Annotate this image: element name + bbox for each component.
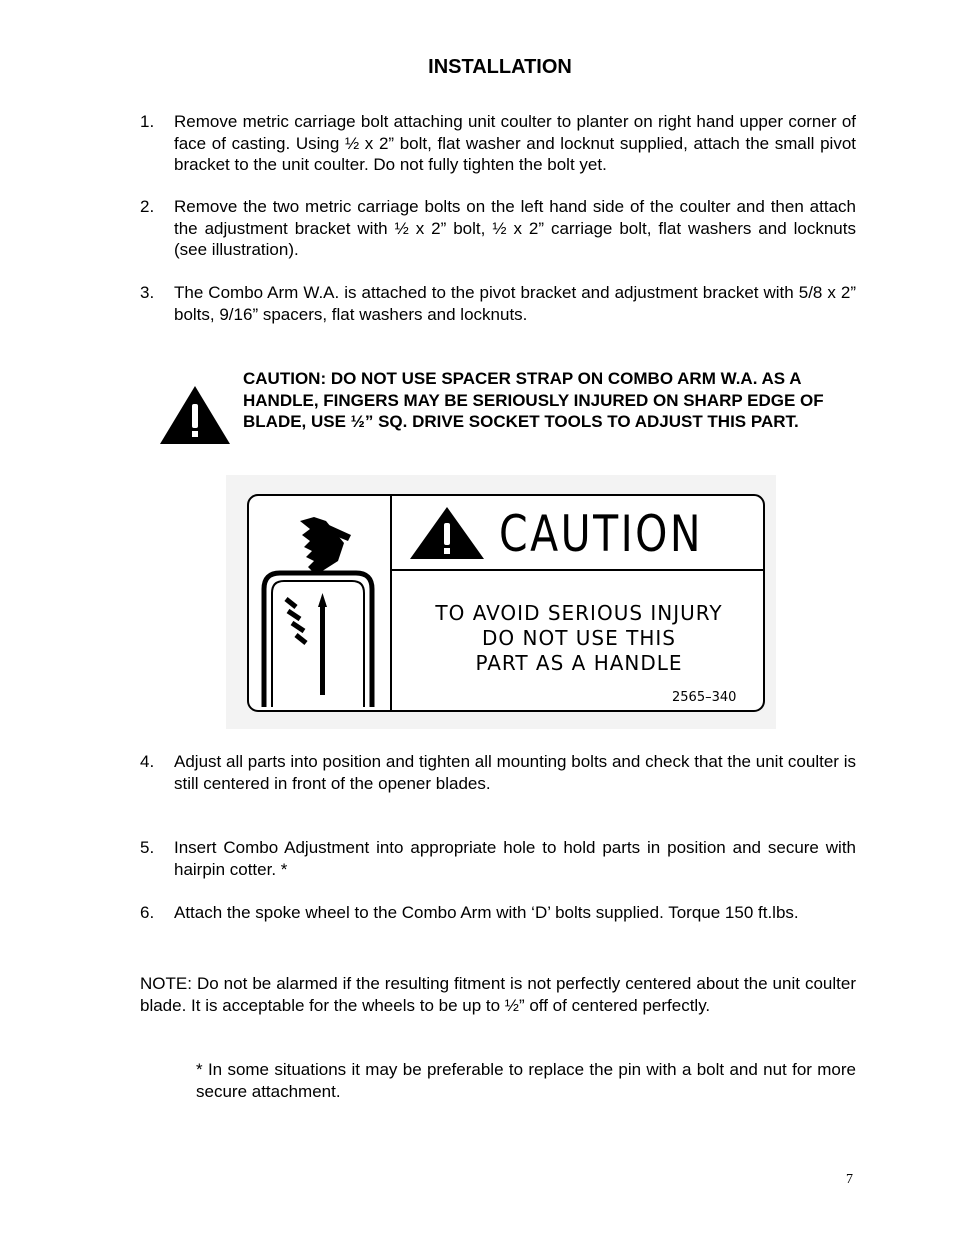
page-title: INSTALLATION: [428, 56, 572, 78]
step-text: Insert Combo Adjustment into appropriate hole to hold parts in position and secure with hairpin cotter. *: [174, 838, 856, 879]
step-text: Remove metric carriage bolt attaching unit coulter to planter on right hand upper corner of face of casting. Using ½ x 2” bolt, flat washer and locknut supplied, attach the small pivot bracket to the unit coulter. Do not fully tighten the bolt yet.: [174, 112, 856, 174]
decal-heading: CAUTION: [499, 505, 703, 563]
caution-callout: [158, 368, 858, 458]
decal-line: TO AVOID SERIOUS INJURY: [435, 601, 723, 625]
step-text: Remove the two metric carriage bolts on the left hand side of the coulter and then attach the adjustment bracket with ½ x 2” bolt, ½ x 2” carriage bolt, flat washers and locknuts (see illustration).: [174, 197, 856, 259]
step-number: 5.: [140, 838, 155, 857]
decal-part-code: 2565–340: [672, 690, 737, 705]
decal-line: PART AS A HANDLE: [475, 651, 683, 675]
step-2: [140, 196, 856, 261]
caution-decal-image: [226, 475, 776, 729]
decal-message: [394, 601, 764, 676]
decal-line: DO NOT USE THIS: [482, 626, 676, 650]
step-6: [140, 902, 856, 924]
step-text: Adjust all parts into position and tighten all mounting bolts and check that the unit coulter is still centered in front of the opener blades.: [174, 752, 856, 793]
footnote: * In some situations it may be preferable to replace the pin with a bolt and nut for more secure attachment.: [196, 1060, 856, 1101]
step-4: [140, 751, 856, 794]
step-1: [140, 111, 856, 176]
step-3: [140, 282, 856, 325]
step-5: [140, 837, 856, 880]
warning-triangle-icon: [158, 384, 232, 446]
step-number: 3.: [140, 283, 155, 302]
step-text: Attach the spoke wheel to the Combo Arm with ‘D’ bolts supplied. Torque 150 ft.lbs.: [174, 903, 799, 922]
caution-text: CAUTION: DO NOT USE SPACER STRAP ON COMBO ARM W.A. AS A HANDLE, FINGERS MAY BE SERIOUSLY INJURED ON SHARP EDGE OF BLADE, USE ½” SQ. DRIVE SOCKET TOOLS TO ADJUST THIS PART.: [243, 369, 824, 431]
step-number: 6.: [140, 903, 155, 922]
step-number: 2.: [140, 197, 155, 216]
step-number: 1.: [140, 112, 155, 131]
page-number: 7: [846, 1172, 853, 1187]
note-paragraph: NOTE: Do not be alarmed if the resulting fitment is not perfectly centered about the unit coulter blade. It is acceptable for the wheels to be up to ½” off of centered perfectly.: [140, 974, 856, 1015]
step-text: The Combo Arm W.A. is attached to the pivot bracket and adjustment bracket with 5/8 x 2” bolts, 9/16” spacers, flat washers and locknuts.: [174, 283, 856, 324]
step-number: 4.: [140, 752, 155, 771]
